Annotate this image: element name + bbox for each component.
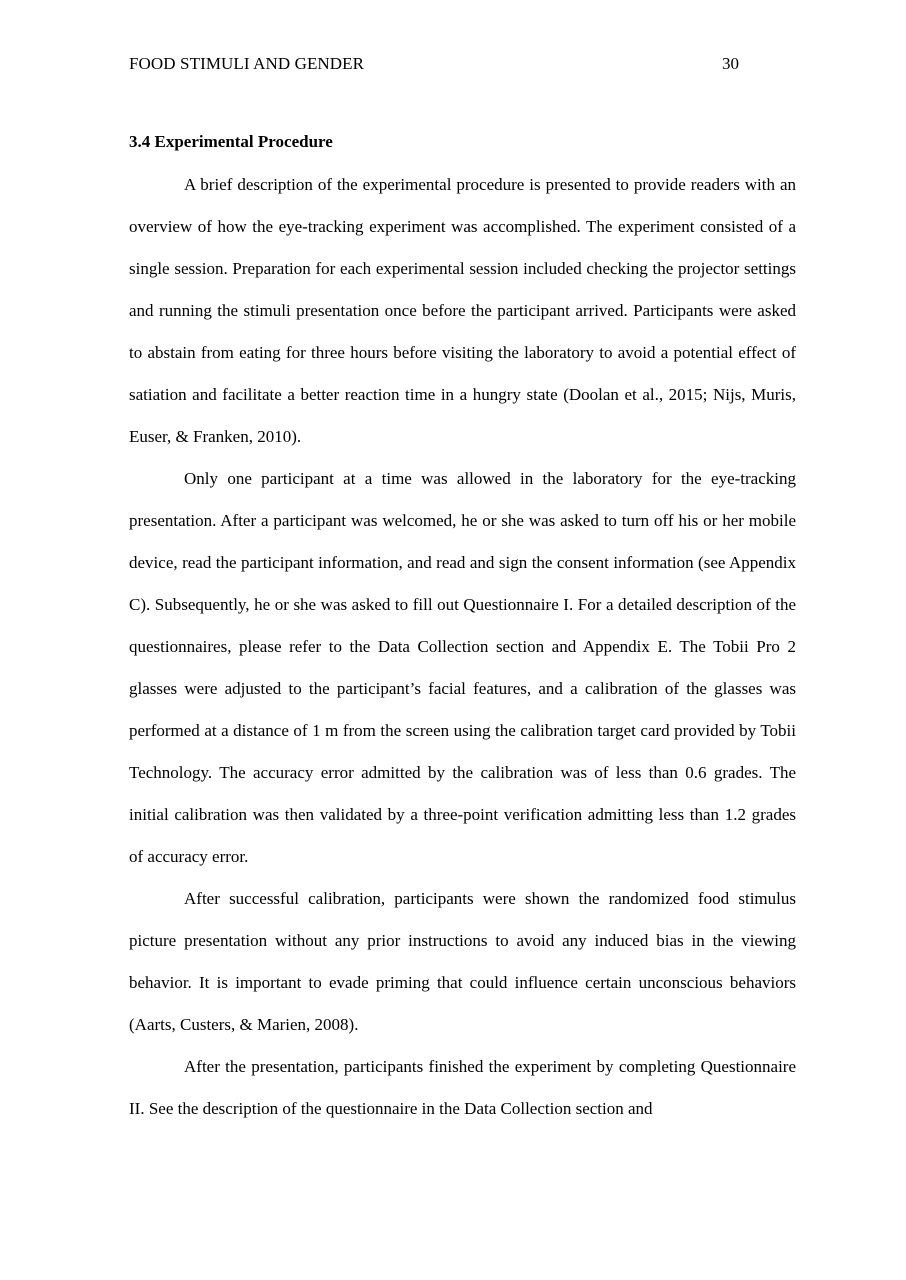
running-head: FOOD STIMULI AND GENDER <box>129 54 365 73</box>
paragraph-procedure-overview: A brief description of the experimental procedure is presented to provide readers with an overview of how the eye-tracking experiment was accomplished. The experiment consisted of a single session. Preparation for each experimental session included checking the projector settings and running the stimuli presentation once before the participant arrived. Participants were asked to abstain from eating for three hours before visiting the laboratory to avoid a potential effect of satiation and facilitate a better reaction time in a hungry state (Doolan et al., 2015; Nijs, Muris, Euser, & Franken, 2010). <box>129 175 796 446</box>
body-text <box>129 164 796 1130</box>
paragraph-stimulus-presentation: After successful calibration, participants were shown the randomized food stimulus picture presentation without any prior instructions to avoid any induced bias in the viewing behavior. It is important to evade priming that could influence certain unconscious behaviors (Aarts, Custers, & Marien, 2008). <box>129 889 796 1034</box>
paragraph-questionnaire-two: After the presentation, participants finished the experiment by completing Questionnaire II. See the description of the questionnaire in the Data Collection section and <box>129 1057 796 1118</box>
page-number: 30 <box>722 54 739 73</box>
paragraph-participant-setup: Only one participant at a time was allowed in the laboratory for the eye-tracking presentation. After a participant was welcomed, he or she was asked to turn off his or her mobile device, read the participant information, and read and sign the consent information (see Appendix C). Subsequently, he or she was asked to fill out Questionnaire I. For a detailed description of the questionnaires, please refer to the Data Collection section and Appendix E. The Tobii Pro 2 glasses were adjusted to the participant’s facial features, and a calibration of the glasses was performed at a distance of 1 m from the screen using the calibration target card provided by Tobii Technology. The accuracy error admitted by the calibration was of less than 0.6 grades. The initial calibration was then validated by a three-point verification admitting less than 1.2 grades of accuracy error. <box>129 469 796 866</box>
section-heading: 3.4 Experimental Procedure <box>129 132 333 151</box>
